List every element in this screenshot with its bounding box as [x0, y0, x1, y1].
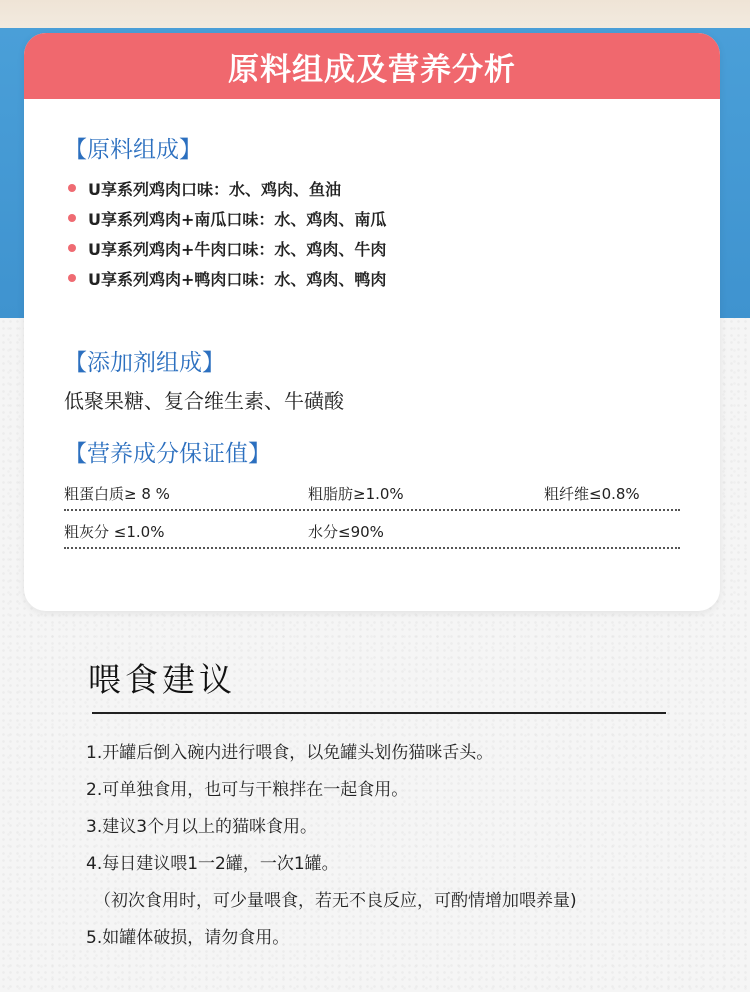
bullet-dot-icon: [68, 274, 76, 282]
ingredient-list: [68, 173, 386, 293]
feeding-line: 5.如罐体破损，请勿食用。: [86, 928, 290, 948]
ingredient-text: U享系列鸡肉口味：水、鸡肉、鱼油: [88, 179, 341, 199]
feeding-line: 3.建议3个月以上的猫咪食用。: [86, 817, 318, 837]
ingredient-text: U享系列鸡肉+南瓜口味：水、鸡肉、南瓜: [88, 209, 387, 229]
feeding-title: 喂食建议: [88, 660, 236, 699]
card-title: 原料组成及营养分析: [228, 51, 516, 88]
list-item: [68, 263, 386, 293]
ingredient-text: U享系列鸡肉+鸭肉口味：水、鸡肉、鸭肉: [88, 269, 387, 289]
nutrition-row: [64, 477, 680, 511]
nutrition-value: 粗纤维≤0.8%: [544, 485, 640, 503]
nutrition-value: 水分≤90%: [308, 523, 384, 541]
feeding-note: （初次食用时，可少量喂食，若无不良反应，可酌情增加喂养量): [94, 891, 577, 911]
nutrition-value: 粗脂肪≥1.0%: [308, 485, 404, 503]
nutrition-heading: 【营养成分保证值】: [64, 441, 271, 467]
additives-heading: 【添加剂组成】: [64, 350, 225, 376]
nutrition-row: [64, 515, 680, 549]
nutrition-value: 粗灰分 ≤1.0%: [64, 523, 165, 541]
title-divider: [92, 712, 666, 714]
ingredient-text: U享系列鸡肉+牛肉口味：水、鸡肉、牛肉: [88, 239, 387, 259]
feeding-line: 1.开罐后倒入碗内进行喂食，以免罐头划伤猫咪舌头。: [86, 743, 494, 763]
nutrition-value: 粗蛋白质≥ 8 %: [64, 485, 170, 503]
nutrition-card: [24, 33, 720, 611]
additives-text: 低聚果糖、复合维生素、牛磺酸: [64, 389, 344, 413]
ingredients-heading: 【原料组成】: [64, 137, 202, 163]
feeding-list: [86, 732, 577, 954]
bullet-dot-icon: [68, 184, 76, 192]
top-strip: [0, 0, 750, 28]
list-item: [68, 233, 386, 263]
feeding-line: 2.可单独食用，也可与干粮拌在一起食用。: [86, 780, 409, 800]
feeding-line: 4.每日建议喂1一2罐，一次1罐。: [86, 854, 339, 874]
card-header: [24, 33, 720, 99]
bullet-dot-icon: [68, 214, 76, 222]
list-item: [68, 173, 386, 203]
list-item: [68, 203, 386, 233]
bullet-dot-icon: [68, 244, 76, 252]
